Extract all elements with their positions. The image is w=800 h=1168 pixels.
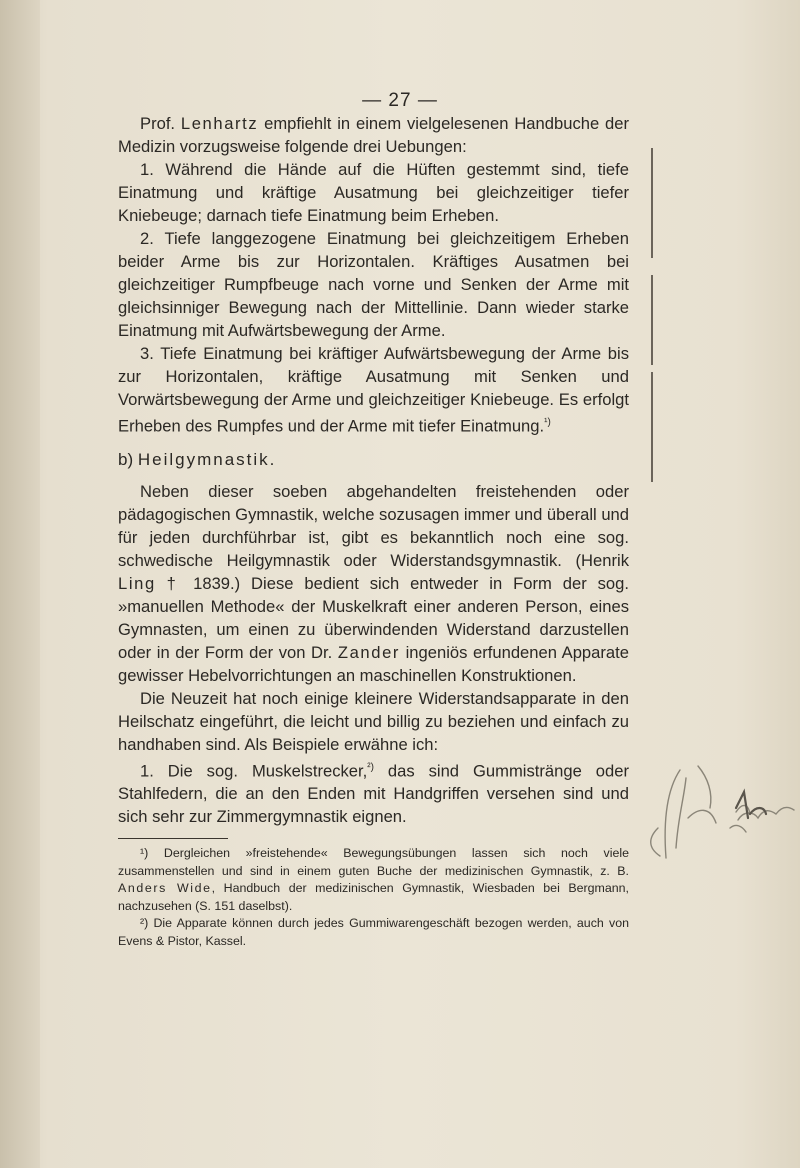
footnotes xyxy=(118,845,629,951)
author-name: Lenhartz xyxy=(180,114,259,133)
page-number: — 27 — xyxy=(362,90,438,111)
margin-line-3 xyxy=(651,372,653,482)
paragraph-neuzeit: Die Neuzeit hat noch einige kleinere Widerstandsapparate in den Heilschatz eingeführt, die leicht und billig zu beziehen und einfach zu handhaben sind. Als Beispiele erwähne ich: xyxy=(118,688,629,754)
margin-line-1 xyxy=(651,148,653,258)
gutter-shadow xyxy=(0,0,40,1168)
name-ling: Ling xyxy=(118,573,156,593)
main-text xyxy=(118,112,629,951)
exercise-2: 2. Tiefe langgezogene Einatmung bei gleichzeitigem Erheben beider Arme bis zur Horizontalen. Kräftiges Ausatmen bei gleichzeitiger Rumpfbeuge nach vorne und Senken der Arme mit gleichsinniger Bewegung nach der Mittellinie. Dann wieder starke Einatmung mit Aufwärtsbewegung der Arme. xyxy=(118,229,629,340)
exercise-3: 3. Tiefe Einatmung bei kräftiger Aufwärtsbewegung der Arme bis zur Horizontalen, kräftige Ausatmung mit Senken und Vorwärtsbewegung der Arme und gleichzeitiger Kniebeuge. Es erfolgt Erheben des Rumpfes und der Arme mit tiefer Einatmung.$^{^1)}$ xyxy=(118,344,629,436)
footnote-ref-1: ¹) xyxy=(544,417,551,428)
exercise-1: 1. Während die Hände auf die Hüften gestemmt sind, tiefe Einatmung und kräftige Ausatmung bei gleichzeitiger tiefer Kniebeuge; darnach tiefe Einatmung beim Erheben. xyxy=(118,160,629,225)
footnote-ref-2: ²) xyxy=(367,761,374,773)
paragraph-muskelstrecker: 1. Die sog. Muskelstrecker,$^{^2)}$ das sind Gummistränge oder Stahlfedern, die an den Enden mit Handgriffen versehen sind und sich sehr zur Zimmergymnastik eignen. xyxy=(118,761,629,827)
footnote-1: ¹) Dergleichen »freistehende« Bewegungsübungen lassen sich noch viele zusammenstellen und sind in einem guten Buche der medizinischen Gymnastik, z. B. Anders Wide, Handbuch der medizinischen Gymnastik, Wiesbaden bei Bergmann, nachzusehen (S. 151 daselbst). xyxy=(118,846,629,913)
section-heading: b) Heilgymnastik. xyxy=(118,449,277,469)
pencil-scribble-annotation xyxy=(618,748,798,868)
margin-line-2 xyxy=(651,275,653,365)
name-anders-wide: Anders Wide xyxy=(118,881,212,896)
paragraph-heilgymnastik: Neben dieser soeben abgehandelten freistehenden oder pädagogischen Gymnastik, welche sozusagen immer und überall und für jeden durchführbar ist, gibt es bekanntlich noch eine sog. schwedische Heilgymnastik oder Widerstandsgymnastik. (Henrik Ling † 1839.) Diese bedient sich entweder in Form der sog. »manuellen Methode« der Muskelkraft einer anderen Person, eines Gymnasten, um einen zu überwindenden Widerstand darzustellen oder in der Form der von Dr. Zander ingeniös erfundenen Apparate gewisser Hebelvorrichtungen an maschinellen Konstruktionen. xyxy=(118,481,630,685)
footnote-2: ²) Die Apparate können durch jedes Gummiwarengeschäft bezogen werden, auch von Evens & Pistor, Kassel. xyxy=(118,916,629,949)
intro-paragraph: Prof. Lenhartz empfiehlt in einem vielgelesenen Handbuche der Medizin vorzugsweise folgende drei Uebungen: xyxy=(118,114,630,156)
name-zander: Zander xyxy=(337,642,401,662)
footnote-divider xyxy=(118,838,228,839)
